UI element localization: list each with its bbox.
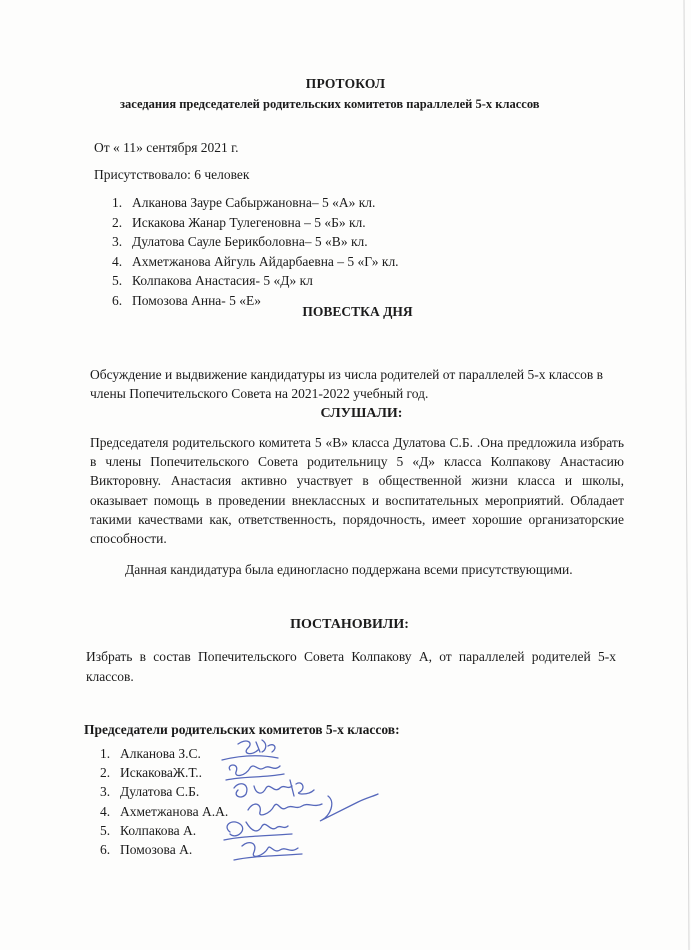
agenda-text: Обсуждение и выдвижение кандидатуры из числа родителей от параллелей 5-х классов в члены Попечительского Совета на 2021-2022 учебный год. <box>90 367 604 401</box>
list-item <box>112 232 399 252</box>
list-item <box>112 213 399 233</box>
document-subtitle: заседания председателей родительских комитетов параллелей 5-х классов <box>120 97 540 111</box>
list-item <box>100 782 228 801</box>
list-item-number: 1. <box>112 195 123 210</box>
list-item-text: ИскаковаЖ.Т.. <box>120 765 203 781</box>
list-item <box>112 193 399 213</box>
list-item-text: Дулатова Сауле Берикболовна– 5 «В» кл. <box>132 234 368 250</box>
list-item <box>100 802 228 821</box>
list-item-number: 6. <box>100 841 111 857</box>
heard-text: Председателя родительского комитета 5 «В» класса Дулатова С.Б. .Она предложила избрать в члены Попечительского Совета родительницу 5 «Д» класса Колпакову Анастасию Викторовну. Анастасия активно участвует в общественной жизни класса и школы, оказывает помощь в проведении внеклассных и воспитательных мероприятий. Обладает такими качествами как, ответственность, порядочность, имеет хорошие организаторские способности. <box>90 435 624 547</box>
list-item-text: Колпакова А. <box>120 822 197 838</box>
list-item-number: 3. <box>112 234 123 250</box>
list-item-text: Алканова З.С. <box>120 746 201 761</box>
chairs-heading: Председатели родительских комитетов 5-х классов: <box>84 722 400 737</box>
decided-heading: ПОСТАНОВИЛИ: <box>290 617 409 632</box>
signature-stroke <box>226 774 284 780</box>
list-item-text: Алканова Зауре Сабыржановна– 5 «А» кл. <box>132 195 376 210</box>
list-item <box>112 252 399 272</box>
list-item-number: 3. <box>100 784 111 800</box>
handwritten-signatures <box>218 736 418 866</box>
signature-stroke <box>234 854 302 860</box>
list-item-number: 5. <box>100 822 111 838</box>
list-item-number: 5. <box>112 273 123 289</box>
signature-stroke <box>224 834 292 840</box>
attendees-list <box>112 193 399 311</box>
list-item-number: 4. <box>112 253 123 269</box>
list-item-text: Помозова Анна- 5 «Е» <box>132 292 262 308</box>
list-item-text: Ахметжанова Айгуль Айдарбаевна – 5 «Г» кл. <box>132 253 399 269</box>
list-item-text: Колпакова Анастасия- 5 «Д» кл <box>132 273 313 289</box>
list-item-number: 4. <box>100 803 111 819</box>
chairs-list <box>100 744 228 859</box>
list-item-number: 2. <box>100 765 111 781</box>
list-item-text: Искакова Жанар Тулегеновна – 5 «Б» кл. <box>132 214 366 230</box>
date-line: От « 11» сентября 2021 г. <box>94 140 239 155</box>
present-line: Присутствовало: 6 человек <box>94 167 250 182</box>
support-text: Данная кандидатура была единогласно поддержана всеми присутствующими. <box>125 562 573 577</box>
list-item <box>100 821 228 840</box>
signature-stroke <box>248 794 378 821</box>
signature-stroke <box>227 822 288 836</box>
decided-text: Избрать в состав Попечительского Совета Колпакову А, от параллелей родителей 5-х классов. <box>86 649 616 684</box>
list-item-number: 1. <box>100 746 111 761</box>
signature-stroke <box>234 780 314 797</box>
list-item-text: Ахметжанова А.А. <box>120 803 229 819</box>
list-item-number: 6. <box>112 292 123 308</box>
agenda-heading: ПОВЕСТКА ДНЯ <box>302 304 413 319</box>
list-item-text: Дулатова С.Б. <box>120 784 200 800</box>
signature-stroke <box>238 740 275 754</box>
list-item <box>100 744 228 763</box>
list-item-text: Помозова А. <box>120 841 193 857</box>
signature-stroke <box>229 765 280 775</box>
list-item <box>112 271 399 291</box>
list-item <box>100 840 228 859</box>
document-title: ПРОТОКОЛ <box>305 76 386 91</box>
list-item <box>100 763 228 782</box>
list-item-number: 2. <box>112 214 123 230</box>
heard-heading: СЛУШАЛИ: <box>320 406 403 421</box>
signature-stroke <box>222 756 278 760</box>
